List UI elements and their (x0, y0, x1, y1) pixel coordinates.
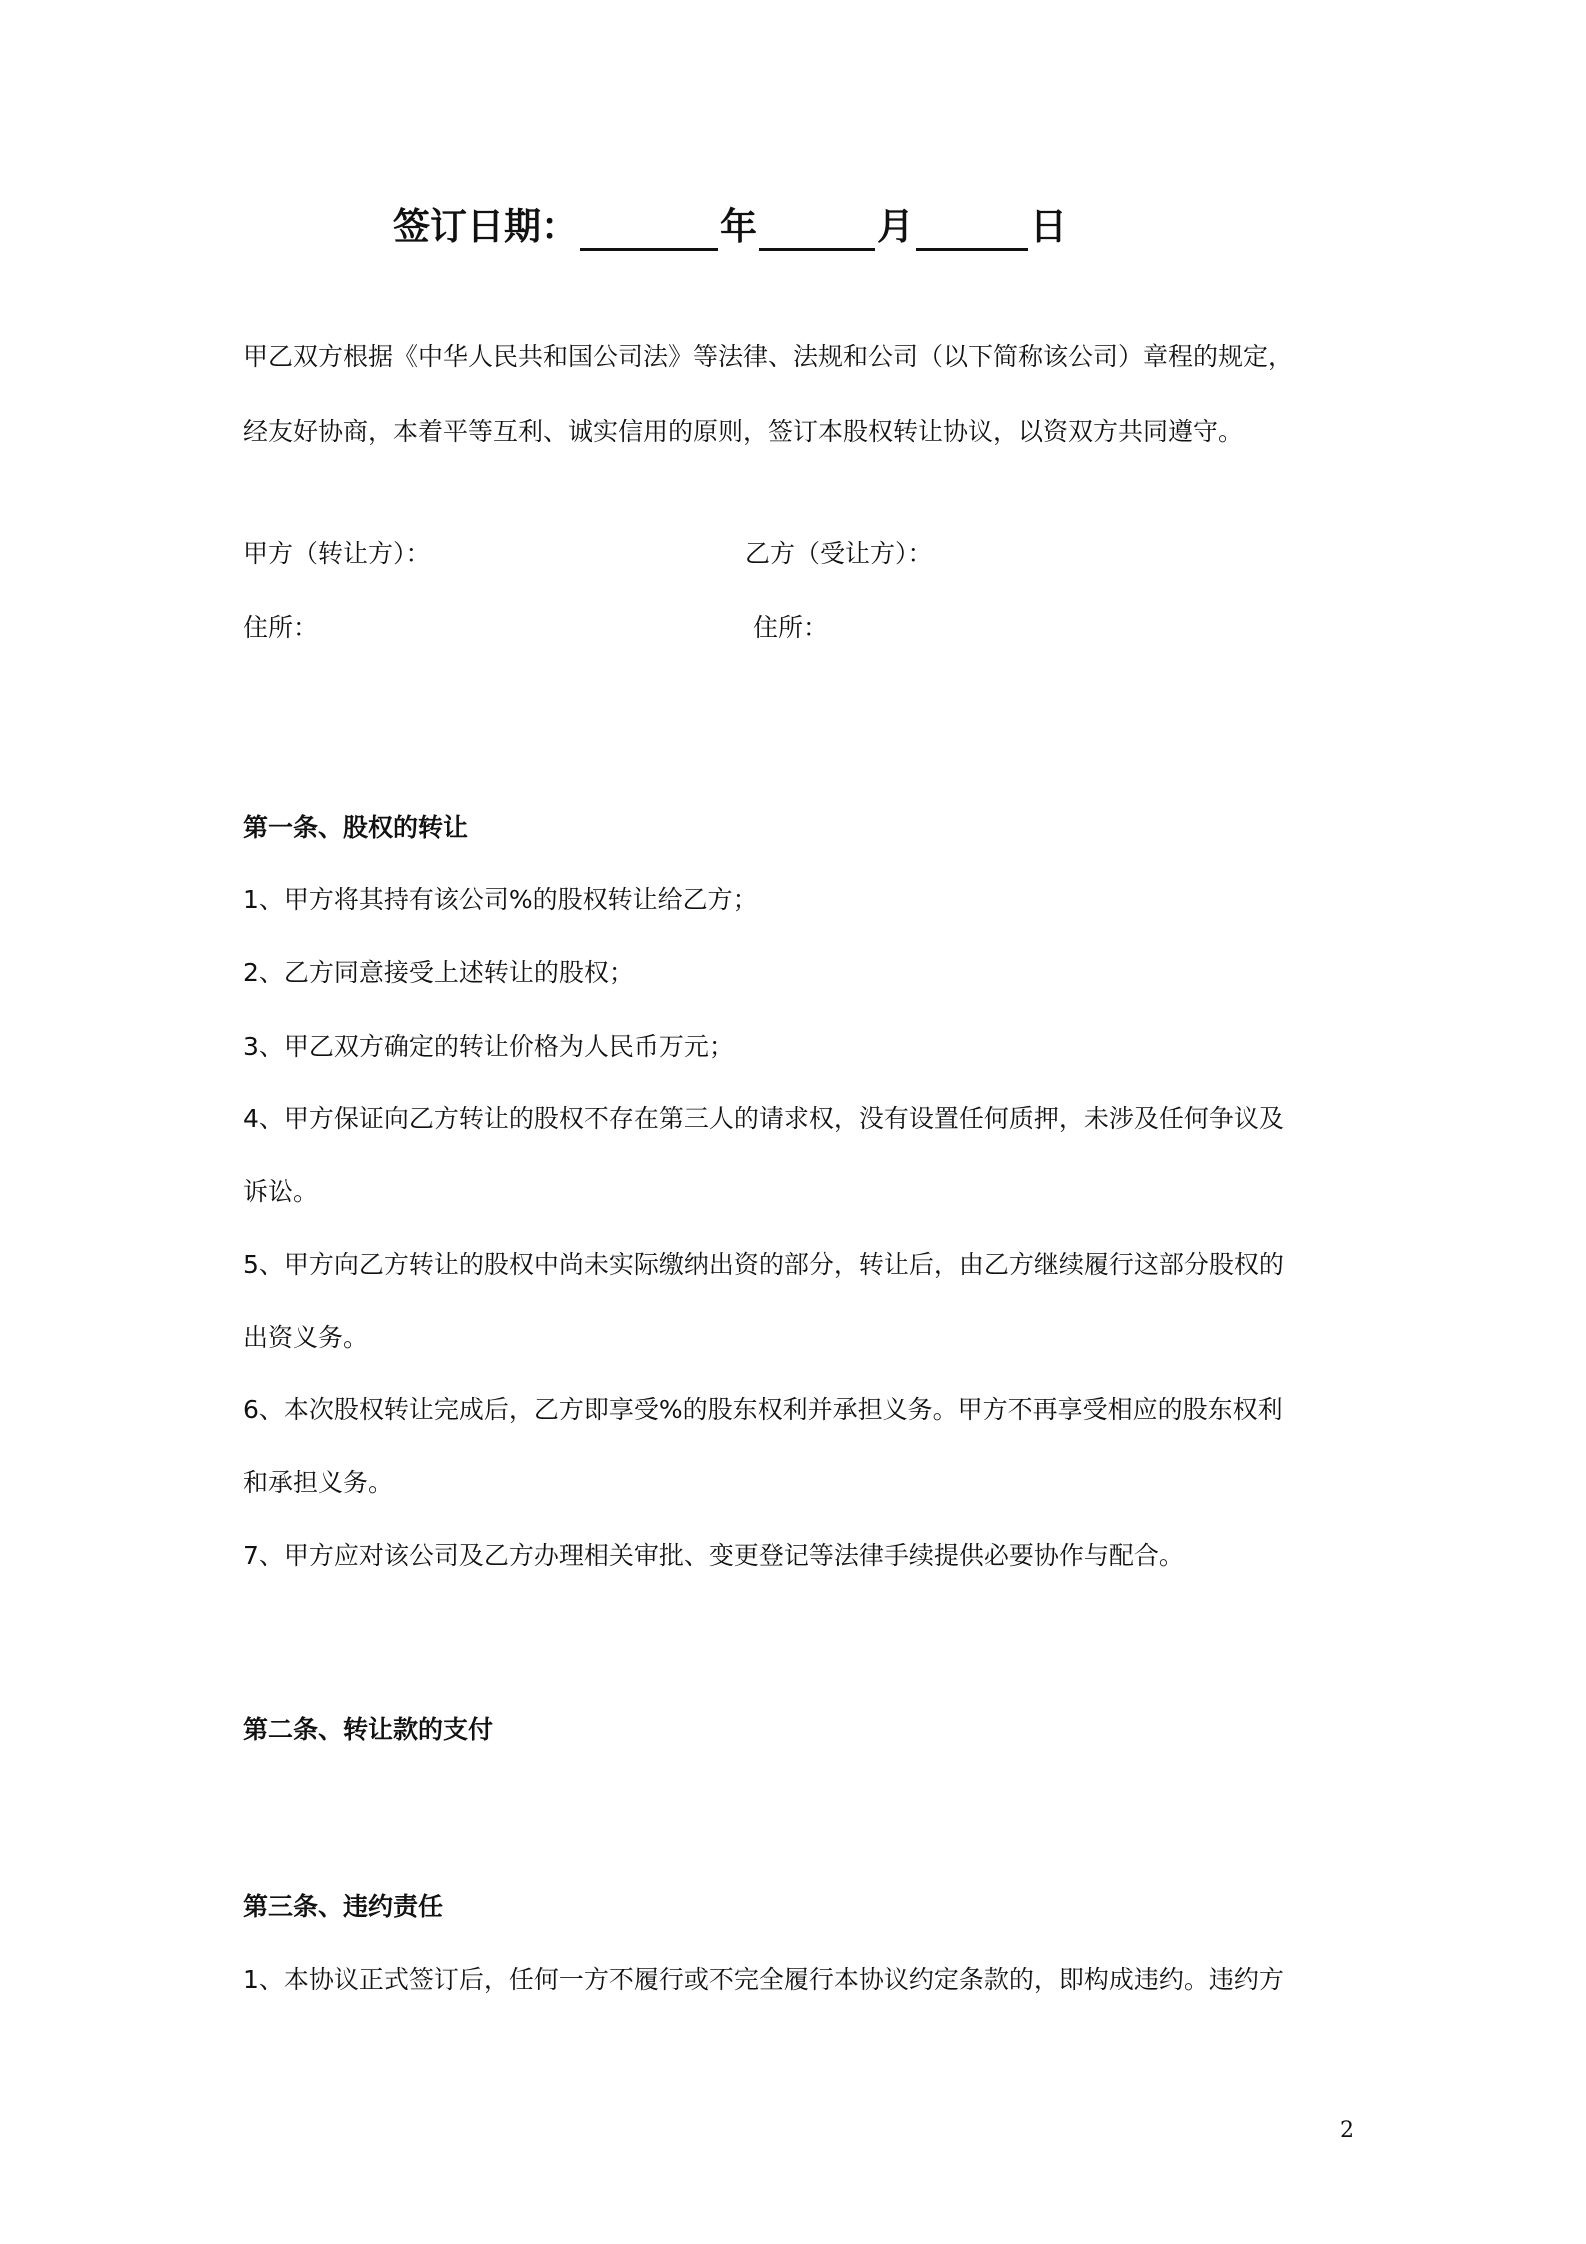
article-1-line: 出资义务。 (243, 1323, 369, 1352)
party-b-label: 乙方（受让方）： (745, 539, 933, 568)
month-blank (759, 210, 875, 251)
article-1-line: 2、乙方同意接受上述转让的股权； (243, 958, 634, 987)
article-1-line: 诉讼。 (243, 1177, 319, 1206)
article-1-line: 3、甲乙双方确定的转让价格为人民币万元； (243, 1032, 734, 1061)
address-a-label: 住所： (243, 613, 319, 642)
article-2-heading: 第二条、转让款的支付 (243, 1715, 494, 1744)
article-1-line: 6、本次股权转让完成后，乙方即享受%的股东权利并承担义务。甲方不再享受相应的股东权利 (243, 1395, 1283, 1424)
day-label: 日 (1030, 205, 1067, 248)
year-label: 年 (720, 205, 757, 248)
day-blank (916, 210, 1028, 251)
signing-date-title (393, 203, 1067, 251)
article-1-line: 1、甲方将其持有该公司%的股权转让给乙方； (243, 885, 758, 914)
signing-date-label: 签订日期： (393, 205, 578, 248)
address-b-label: 住所： (753, 613, 829, 642)
article-1-line: 5、甲方向乙方转让的股权中尚未实际缴纳出资的部分，转让后，由乙方继续履行这部分股权的 (243, 1250, 1284, 1279)
month-label: 月 (877, 205, 914, 248)
article-1-line: 7、甲方应对该公司及乙方办理相关审批、变更登记等法律手续提供必要协作与配合。 (243, 1541, 1184, 1570)
article-1-line: 和承担义务。 (243, 1468, 394, 1497)
intro-line: 甲乙双方根据《中华人民共和国公司法》等法律、法规和公司（以下简称该公司）章程的规定， (243, 342, 1294, 371)
intro-line: 经友好协商，本着平等互利、诚实信用的原则，签订本股权转让协议，以资双方共同遵守。 (243, 417, 1244, 446)
article-1-heading: 第一条、股权的转让 (243, 813, 469, 842)
party-a-label: 甲方（转让方）： (243, 539, 431, 568)
year-blank (580, 210, 718, 251)
article-1-line: 4、甲方保证向乙方转让的股权不存在第三人的请求权，没有设置任何质押，未涉及任何争议及 (243, 1104, 1284, 1133)
article-3-line: 1、本协议正式签订后，任何一方不履行或不完全履行本协议约定条款的，即构成违约。违约方 (243, 1965, 1284, 1994)
article-3-heading: 第三条、违约责任 (243, 1892, 444, 1921)
page-number: 2 (1340, 2118, 1354, 2143)
